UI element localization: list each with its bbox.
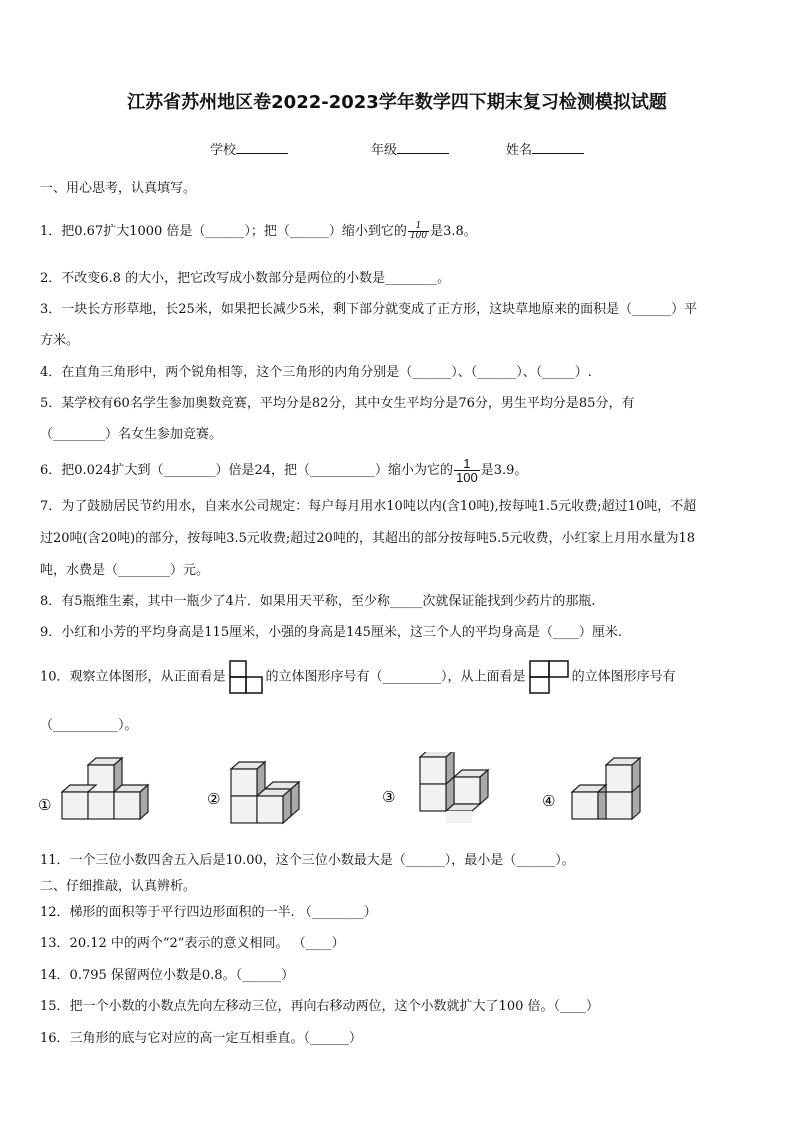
question-1-text-b: 是3.8。 (430, 224, 477, 239)
school-label: 学校 (210, 143, 237, 158)
question-7-line-3: 吨，水费是（________）元。 (40, 563, 210, 578)
section-1-heading: 一、用心思考，认真填写。 (40, 181, 197, 196)
cube-figure-1 (36, 752, 186, 836)
figure-2-label: ② (207, 790, 221, 808)
figure-4-label: ④ (542, 792, 556, 810)
question-2: 2．不改变6.8 的大小，把它改写成小数部分是两位的小数是________。 (40, 271, 451, 286)
fraction-numerator: 1 (408, 222, 429, 232)
top-view-shape-icon (529, 660, 569, 694)
question-10-text-b: 的立体图形序号有（_________），从上面看是 (265, 669, 526, 685)
question-10-text-c: 的立体图形序号有 (571, 669, 676, 685)
figure-1-label: ① (38, 796, 52, 814)
fraction-numerator: 1 (454, 457, 480, 471)
fraction-denominator: 100 (409, 231, 428, 241)
front-view-shape-icon (229, 660, 263, 694)
question-11: 11．一个三位小数四舍五入后是10.00，这个三位小数最大是（______），最小是（______）。 (40, 853, 575, 868)
question-8: 8．有5瓶维生素，其中一瓶少了4片．如果用天平称，至少称_____次就保证能找到少药片的那瓶. (40, 594, 596, 609)
question-13: 13．20.12 中的两个“2”表示的意义相同。 （____） (40, 936, 345, 951)
question-7-line-1: 7．为了鼓励居民节约用水，自来水公司规定：每户每月用水10吨以内(含10吨),按每吨1.5元收费;超过10吨，不超 (40, 499, 697, 514)
fraction (408, 222, 429, 241)
question-10 (40, 660, 756, 694)
cube-figure-3 (380, 752, 530, 836)
question-4: 4．在直角三角形中，两个锐角相等，这个三角形的内角分别是（______）、（______）、（_____）. (40, 365, 592, 380)
question-15: 15．把一个小数的小数点先向左移动三位，再向右移动两位，这个小数就扩大了100 倍。（____） (40, 999, 599, 1014)
question-12: 12．梯形的面积等于平行四边形面积的一半. （________） (40, 905, 377, 920)
question-10-text-a: 10．观察立体图形，从正面看是 (40, 669, 226, 685)
question-7-line-2: 过20吨(含20吨)的部分，按每吨3.5元收费;超过20吨的，其超出的部分按每吨5.5元收费，小红家上月用水量为18 (40, 531, 696, 546)
question-16: 16．三角形的底与它对应的高一定互相垂直。（______） (40, 1031, 363, 1046)
name-blank[interactable] (532, 141, 584, 154)
figure-3-label: ③ (382, 788, 396, 806)
question-5-line-2: （________）名女生参加竞赛。 (40, 427, 223, 442)
cube-figure-4 (540, 752, 690, 836)
question-6-text-a: 6．把0.024扩大到（________）倍是24，把（__________）缩小为它的 (40, 463, 454, 478)
question-1-text-a: 1．把0.67扩大1000 倍是（______）；把（______）缩小到它的 (40, 224, 407, 239)
cube-figure-2 (205, 752, 355, 836)
name-field[interactable] (506, 139, 584, 158)
grade-blank[interactable] (397, 141, 449, 154)
grade-label: 年级 (371, 143, 398, 158)
question-1 (40, 222, 756, 241)
name-label: 姓名 (506, 143, 533, 158)
fraction (454, 457, 480, 484)
question-6-text-b: 是3.9。 (480, 463, 528, 478)
question-3-line-1: 3．一块长方形草地，长25米，如果把长减少5米，剩下部分就变成了正方形，这块草地原来的面积是（______）平 (40, 302, 698, 317)
question-6 (40, 454, 756, 488)
question-3-line-2: 方米。 (40, 333, 80, 348)
question-14: 14．0.795 保留两位小数是0.8。（______） (40, 968, 295, 983)
grade-field[interactable] (371, 139, 449, 158)
question-10-line-2: （__________）。 (40, 718, 138, 733)
question-9: 9．小红和小芳的平均身高是115厘米，小强的身高是145厘米，这三个人的平均身高是（____）厘米. (40, 625, 623, 640)
question-5-line-1: 5．某学校有60名学生参加奥数竞赛，平均分是82分，其中女生平均分是76分，男生平均分是85分，有 (40, 396, 635, 411)
school-field[interactable] (210, 139, 288, 158)
page-title: 江苏省苏州地区卷2022-2023学年数学四下期末复习检测模拟试题 (127, 92, 667, 113)
school-blank[interactable] (236, 141, 288, 154)
fraction-denominator: 100 (456, 470, 478, 485)
section-2-heading: 二、仔细推敲，认真辨析。 (40, 879, 197, 894)
